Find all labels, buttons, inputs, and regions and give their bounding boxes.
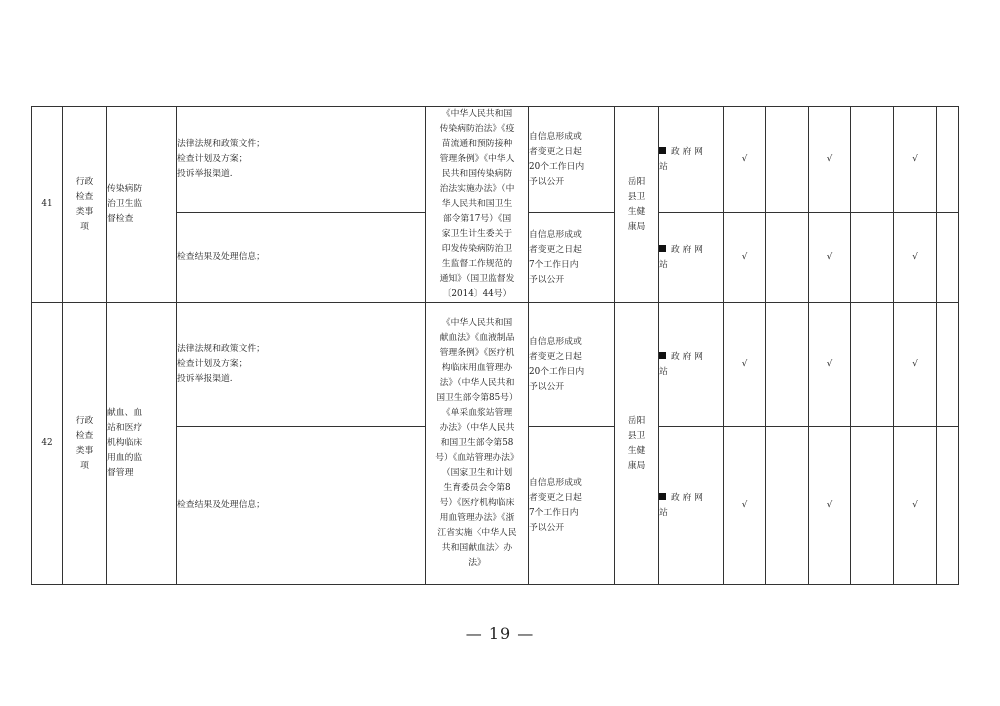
channel-label: 政 府 网 站 [659, 351, 703, 377]
disclosure-content: 法律法规和政策文件； 检查计划及方案； 投诉举报渠道. [177, 107, 426, 213]
channel-label: 政 府 网 站 [659, 146, 703, 172]
disclosure-channel [659, 213, 724, 303]
check-mark: √ [894, 107, 937, 213]
item-name: 传染病防 治卫生监 督检查 [107, 107, 177, 303]
disclosure-content: 检查结果及处理信息； [177, 427, 426, 585]
check-mark: √ [809, 303, 851, 427]
disclosure-content: 检查结果及处理信息； [177, 213, 426, 303]
check-mark [851, 107, 894, 213]
disclosure-time: 自信息形成或 者变更之日起 20个工作日内 予以公开 [529, 303, 615, 427]
check-mark: √ [809, 213, 851, 303]
responsible-department: 岳阳 县卫 生健 康局 [615, 303, 659, 585]
disclosure-time: 自信息形成或 者变更之日起 7个工作日内 予以公开 [529, 213, 615, 303]
check-mark [851, 213, 894, 303]
check-mark: √ [894, 303, 937, 427]
disclosure-time: 自信息形成或 者变更之日起 20个工作日内 予以公开 [529, 107, 615, 213]
row-number: 41 [32, 107, 63, 303]
check-mark: √ [809, 427, 851, 585]
legal-basis: 《中华人民共和国 献血法》《血液制品 管理条例》《医疗机 构临床用血管理办 法》（中华人民共和 国卫生部令第85号） 《单采血浆站管理 办法》（中华人民共 和国卫生部令第58 号）《血站管理办法》 （国家卫生和计划 生育委员会令第8 号）《医疗机构临床 用血管理办法》《浙 江省实施〈中华人民 共和国献血法〉办 法》 [426, 303, 529, 585]
item-name: 献血、血 站和医疗 机构临床 用血的监 督管理 [107, 303, 177, 585]
channel-label: 政 府 网 站 [659, 492, 703, 518]
check-mark [766, 303, 809, 427]
disclosure-time: 自信息形成或 者变更之日起 7个工作日内 予以公开 [529, 427, 615, 585]
table-row [32, 303, 959, 427]
check-mark: √ [724, 107, 766, 213]
table-row [32, 107, 959, 213]
disclosure-table [31, 106, 959, 585]
check-mark: √ [724, 427, 766, 585]
disclosure-channel [659, 303, 724, 427]
check-mark [766, 213, 809, 303]
checkbox-filled-icon [659, 352, 666, 359]
check-mark [937, 303, 959, 427]
legal-basis: 《中华人民共和国 传染病防治法》《疫 苗流通和预防接种 管理条例》《中华人 民共和国传染病防 治法实施办法》（中 华人民共和国卫生 部令第17号）《国 家卫生计生委关于 印发传染病防治卫 生监督工作规范的 通知》（国卫监督发 〔2014〕44号） [426, 107, 529, 303]
check-mark [851, 427, 894, 585]
check-mark [766, 427, 809, 585]
disclosure-channel [659, 107, 724, 213]
check-mark [766, 107, 809, 213]
check-mark: √ [894, 427, 937, 585]
check-mark [937, 107, 959, 213]
row-number: 42 [32, 303, 63, 585]
check-mark: √ [894, 213, 937, 303]
checkbox-filled-icon [659, 147, 666, 154]
channel-label: 政 府 网 站 [659, 244, 703, 270]
disclosure-channel [659, 427, 724, 585]
responsible-department: 岳阳 县卫 生健 康局 [615, 107, 659, 303]
item-category: 行政 检查 类事 项 [63, 107, 107, 303]
item-category: 行政 检查 类事 项 [63, 303, 107, 585]
check-mark [937, 427, 959, 585]
check-mark: √ [724, 213, 766, 303]
check-mark [851, 303, 894, 427]
checkbox-filled-icon [659, 493, 666, 500]
page-number: — 19 — [465, 624, 535, 643]
check-mark [937, 213, 959, 303]
check-mark: √ [724, 303, 766, 427]
checkbox-filled-icon [659, 245, 666, 252]
check-mark: √ [809, 107, 851, 213]
disclosure-content: 法律法规和政策文件； 检查计划及方案； 投诉举报渠道. [177, 303, 426, 427]
